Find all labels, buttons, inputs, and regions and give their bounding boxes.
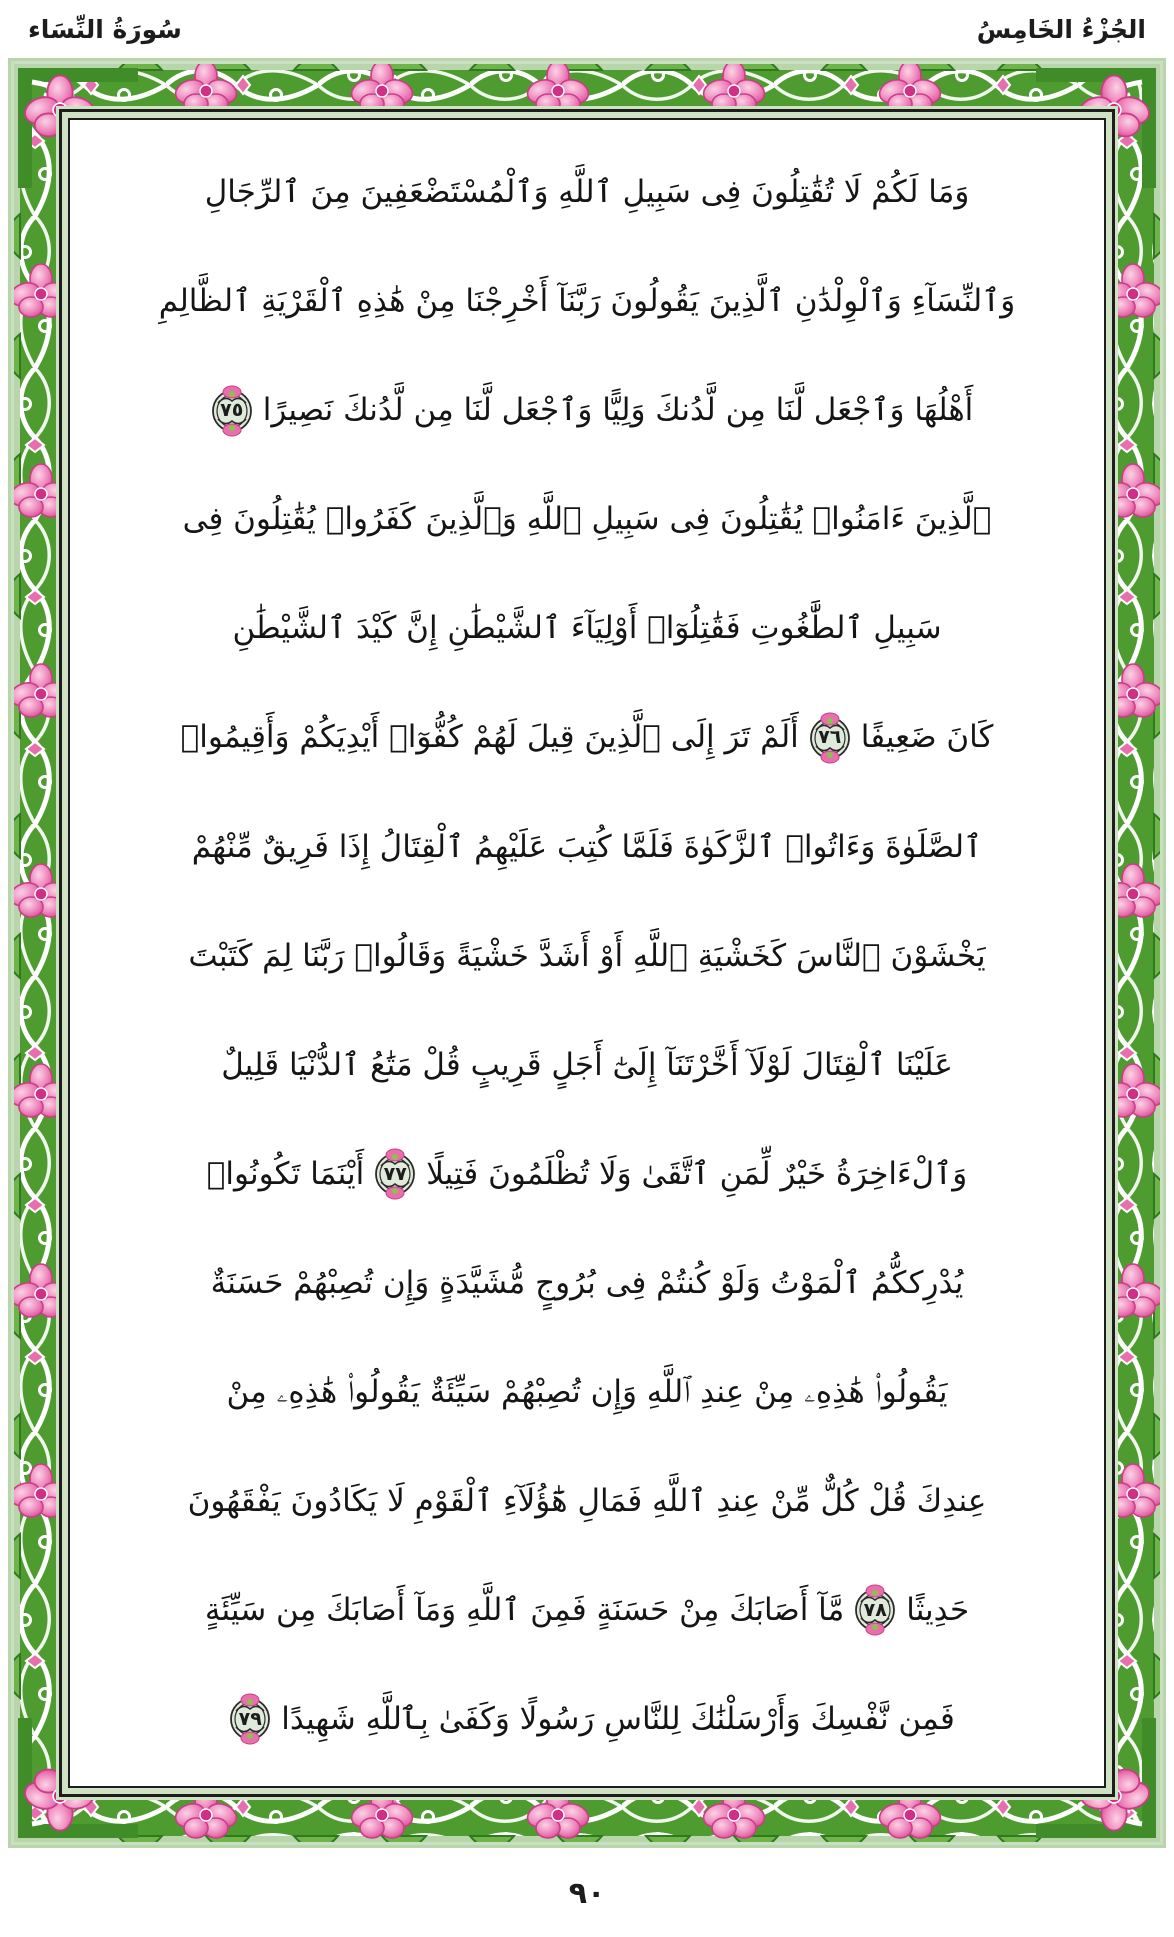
quran-line-13 <box>92 1449 1082 1553</box>
page-header <box>0 6 1174 52</box>
line-text-after: أَلَمْ تَرَ إِلَى ٱلَّذِينَ قِيلَ لَهُمْ كُفُّوٓا۟ أَيْدِيَكُمْ وَأَقِيمُوا۟ <box>180 719 799 756</box>
quran-line-4 <box>92 468 1082 572</box>
quran-line-7 <box>92 795 1082 899</box>
line-text: عِندِكَ قُلْ كُلٌّ مِّنْ عِندِ ٱللَّهِ فَمَالِ هَٰٓؤُلَآءِ ٱلْقَوْمِ لَا يَكَادُونَ يَفْقَهُونَ <box>187 1482 987 1519</box>
ornamental-frame <box>8 58 1166 1848</box>
ayah-marker-76 <box>804 712 856 764</box>
quran-line-5 <box>92 577 1082 681</box>
surah-title: سُورَةُ النِّسَاء <box>28 14 182 44</box>
quran-text-area <box>78 128 1096 1778</box>
quran-line-12 <box>92 1340 1082 1444</box>
line-text: ٱلصَّلَوٰةَ وَءَاتُوا۟ ٱلزَّكَوٰةَ فَلَمَّا كُتِبَ عَلَيْهِمُ ٱلْقِتَالُ إِذَا فَرِيقٌ مِّنْهُمْ <box>191 828 983 865</box>
ayah-number: ٧٩ <box>238 1707 262 1730</box>
quran-line-3 <box>92 359 1082 463</box>
line-text: فَمِن نَّفْسِكَ وَأَرْسَلْنَٰكَ لِلنَّاسِ رَسُولًا وَكَفَىٰ بِٱللَّهِ شَهِيدًا <box>281 1701 955 1738</box>
page-number: ٩٠ <box>568 1876 606 1911</box>
line-text: ٱلَّذِينَ ءَامَنُوا۟ يُقَٰتِلُونَ فِى سَبِيلِ ٱللَّهِ وَٱلَّذِينَ كَفَرُوا۟ يُقَٰتِلُونَ فِى <box>182 501 992 538</box>
line-text: سَبِيلِ ٱلطَّٰغُوتِ فَقَٰتِلُوٓا۟ أَوْلِيَآءَ ٱلشَّيْطَٰنِ إِنَّ كَيْدَ ٱلشَّيْطَٰنِ <box>232 610 942 647</box>
line-text-before: كَانَ ضَعِيفًا <box>860 719 994 756</box>
quran-line-10 <box>92 1122 1082 1226</box>
line-text-before: وَٱلْءَاخِرَةُ خَيْرٌ لِّمَنِ ٱتَّقَىٰ وَلَا تُظْلَمُونَ فَتِيلًا <box>426 1155 968 1192</box>
quran-line-15 <box>92 1667 1082 1771</box>
line-text-after: مَّآ أَصَابَكَ مِنْ حَسَنَةٍ فَمِنَ ٱللَّهِ وَمَآ أَصَابَكَ مِن سَيِّئَةٍ <box>204 1591 845 1628</box>
quran-line-1 <box>92 141 1082 245</box>
line-text: وَمَا لَكُمْ لَا تُقَٰتِلُونَ فِى سَبِيلِ ٱللَّهِ وَٱلْمُسْتَضْعَفِينَ مِنَ ٱلرِّجَالِ <box>204 174 970 211</box>
ayah-marker-79 <box>224 1693 276 1745</box>
line-text: أَهْلُهَا وَٱجْعَل لَّنَا مِن لَّدُنكَ وَلِيًّا وَٱجْعَل لَّنَا مِن لَّدُنكَ نَصِيرًا <box>262 392 974 429</box>
line-text: يَقُولُوا۟ هَٰذِهِۦ مِنْ عِندِ ٱللَّهِ وَإِن تُصِبْهُمْ سَيِّئَةٌ يَقُولُوا۟ هَٰذِهِۦ مِنْ <box>226 1373 948 1410</box>
ayah-number: ٧٦ <box>818 726 842 749</box>
quran-line-14 <box>92 1558 1082 1662</box>
line-text: وَٱلنِّسَآءِ وَٱلْوِلْدَٰنِ ٱلَّذِينَ يَقُولُونَ رَبَّنَآ أَخْرِجْنَا مِنْ هَٰذِهِ ٱلْقَرْيَةِ ٱلظَّالِمِ <box>158 283 1016 320</box>
quran-line-2 <box>92 250 1082 354</box>
ayah-marker-75 <box>206 385 258 437</box>
quran-line-6 <box>92 686 1082 790</box>
ayah-number: ٧٨ <box>863 1598 887 1621</box>
line-text: يُدْرِككُّمُ ٱلْمَوْتُ وَلَوْ كُنتُمْ فِى بُرُوجٍ مُّشَيَّدَةٍ وَإِن تُصِبْهُمْ حَسَنَةٌ <box>210 1264 964 1301</box>
ayah-number: ٧٥ <box>220 399 244 422</box>
quran-line-8 <box>92 904 1082 1008</box>
line-text-before: حَدِيثًا <box>906 1591 970 1628</box>
ayah-marker-78 <box>849 1584 901 1636</box>
quran-line-9 <box>92 1013 1082 1117</box>
line-text-after: أَيْنَمَا تَكُونُوا۟ <box>206 1155 365 1192</box>
ayah-number: ٧٧ <box>383 1162 407 1185</box>
line-text: يَخْشَوْنَ ٱلنَّاسَ كَخَشْيَةِ ٱللَّهِ أَوْ أَشَدَّ خَشْيَةً وَقَالُوا۟ رَبَّنَا لِمَ كَتَبْتَ <box>188 937 986 974</box>
ayah-marker-77 <box>369 1148 421 1200</box>
juz-title: الجُزْءُ الخَامِسُ <box>976 14 1146 44</box>
quran-line-11 <box>92 1231 1082 1335</box>
line-text: عَلَيْنَا ٱلْقِتَالَ لَوْلَآ أَخَّرْتَنَآ إِلَىٰٓ أَجَلٍ قَرِيبٍ قُلْ مَتَٰعُ ٱلدُّنْيَا قَلِيلٌ <box>221 1046 953 1083</box>
